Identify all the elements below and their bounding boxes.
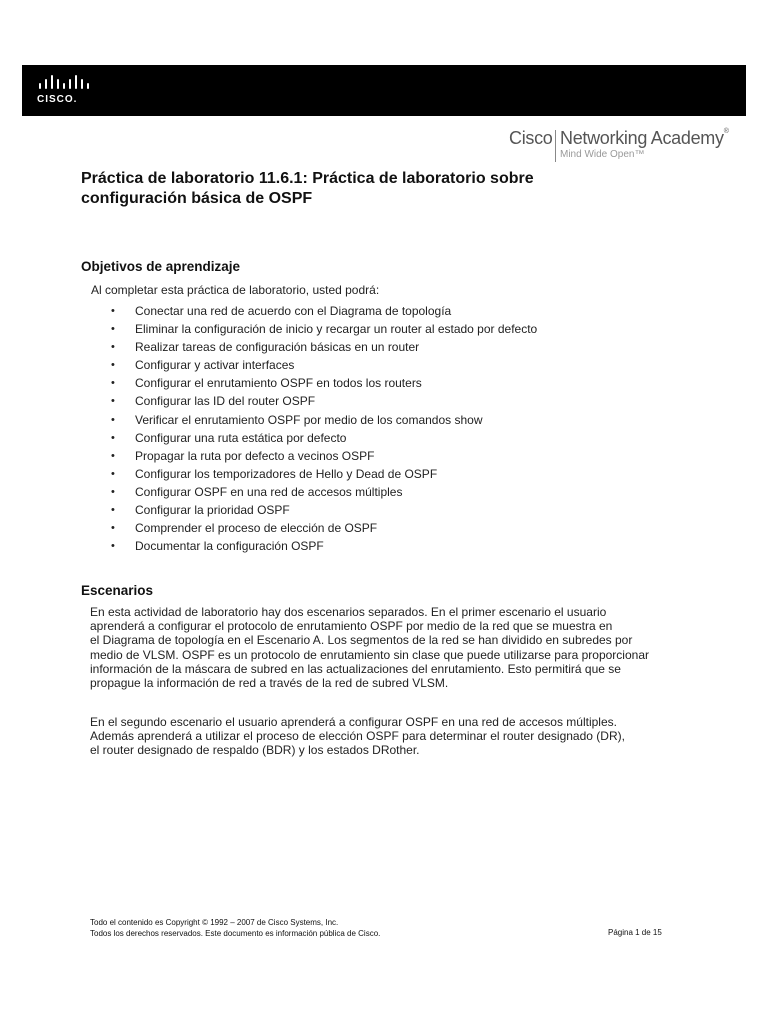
scenario-paragraph-1: En esta actividad de laboratorio hay dos escenarios separados. En el primer escenario el usuario aprenderá a configurar el protocolo de enrutamiento OSPF por medio de la red que se muestra en el Diagrama de topología en el Escenario A. Los segmentos de la red se han dividido en subredes por medio de VLSM. OSPF es un protocolo de enrutamiento sin clase que puede utilizarse para proporcionar información de la máscara de subred en las actualizaciones del enrutamiento. Esto permitirá que se propague la información de red a través de la red de subred VLSM. (90, 605, 649, 691)
document-title: Práctica de laboratorio 11.6.1: Práctica de laboratorio sobre configuración básica de OSPF (81, 170, 534, 207)
list-item: • Configurar una ruta estática por defecto (111, 430, 347, 445)
list-item: • Configurar la prioridad OSPF (111, 503, 290, 518)
objectives-list (108, 302, 668, 555)
cisco-wordmark: CISCO. (37, 94, 78, 105)
list-item: • Documentar la configuración OSPF (111, 539, 324, 554)
list-item: • Configurar las ID del router OSPF (111, 394, 316, 409)
list-item: • Configurar OSPF en una red de accesos múltiples (111, 484, 403, 499)
list-item: • Conectar una red de acuerdo con el Diagrama de topología (111, 304, 452, 318)
page-number: Página 1 de 15 (608, 928, 662, 937)
brand-academy: Networking Academy® (560, 128, 729, 148)
objectives-heading: Objetivos de aprendizaje (81, 259, 241, 274)
list-item: • Verificar el enrutamiento OSPF por medio de los comandos show (111, 412, 483, 427)
scenario-paragraph-2: En el segundo escenario el usuario aprenderá a configurar OSPF en una red de accesos múltiples. Además aprenderá a utilizar el proceso de elección OSPF para determinar el router designado (DR), el router designado de respaldo (BDR) y los estados DRother. (90, 715, 625, 758)
brand-divider (555, 130, 556, 162)
objectives-intro: Al completar esta práctica de laboratorio, usted podrá: (91, 283, 380, 297)
list-item: • Realizar tareas de configuración básicas en un router (111, 340, 420, 355)
brand-tagline: Mind Wide Open™ (560, 149, 645, 160)
header-bar (22, 65, 746, 116)
list-item: • Comprender el proceso de elección de OSPF (111, 521, 378, 536)
list-item: • Eliminar la configuración de inicio y recargar un router al estado por defecto (111, 322, 538, 337)
list-item: • Propagar la ruta por defecto a vecinos OSPF (111, 448, 375, 463)
brand-cisco: Cisco (509, 128, 553, 148)
list-item: • Configurar el enrutamiento OSPF en todos los routers (111, 376, 422, 391)
list-item: • Configurar los temporizadores de Hello y Dead de OSPF (111, 466, 438, 481)
cisco-logo (37, 75, 91, 107)
footer-copyright: Todo el contenido es Copyright © 1992 – 2007 de Cisco Systems, Inc. Todos los derechos reservados. Este documento es información pública de Cisco. (90, 918, 381, 938)
scenarios-heading: Escenarios (81, 583, 154, 598)
cisco-bridge-icon (37, 75, 91, 93)
networking-academy-brand (509, 128, 729, 168)
list-item: • Configurar y activar interfaces (111, 358, 295, 373)
